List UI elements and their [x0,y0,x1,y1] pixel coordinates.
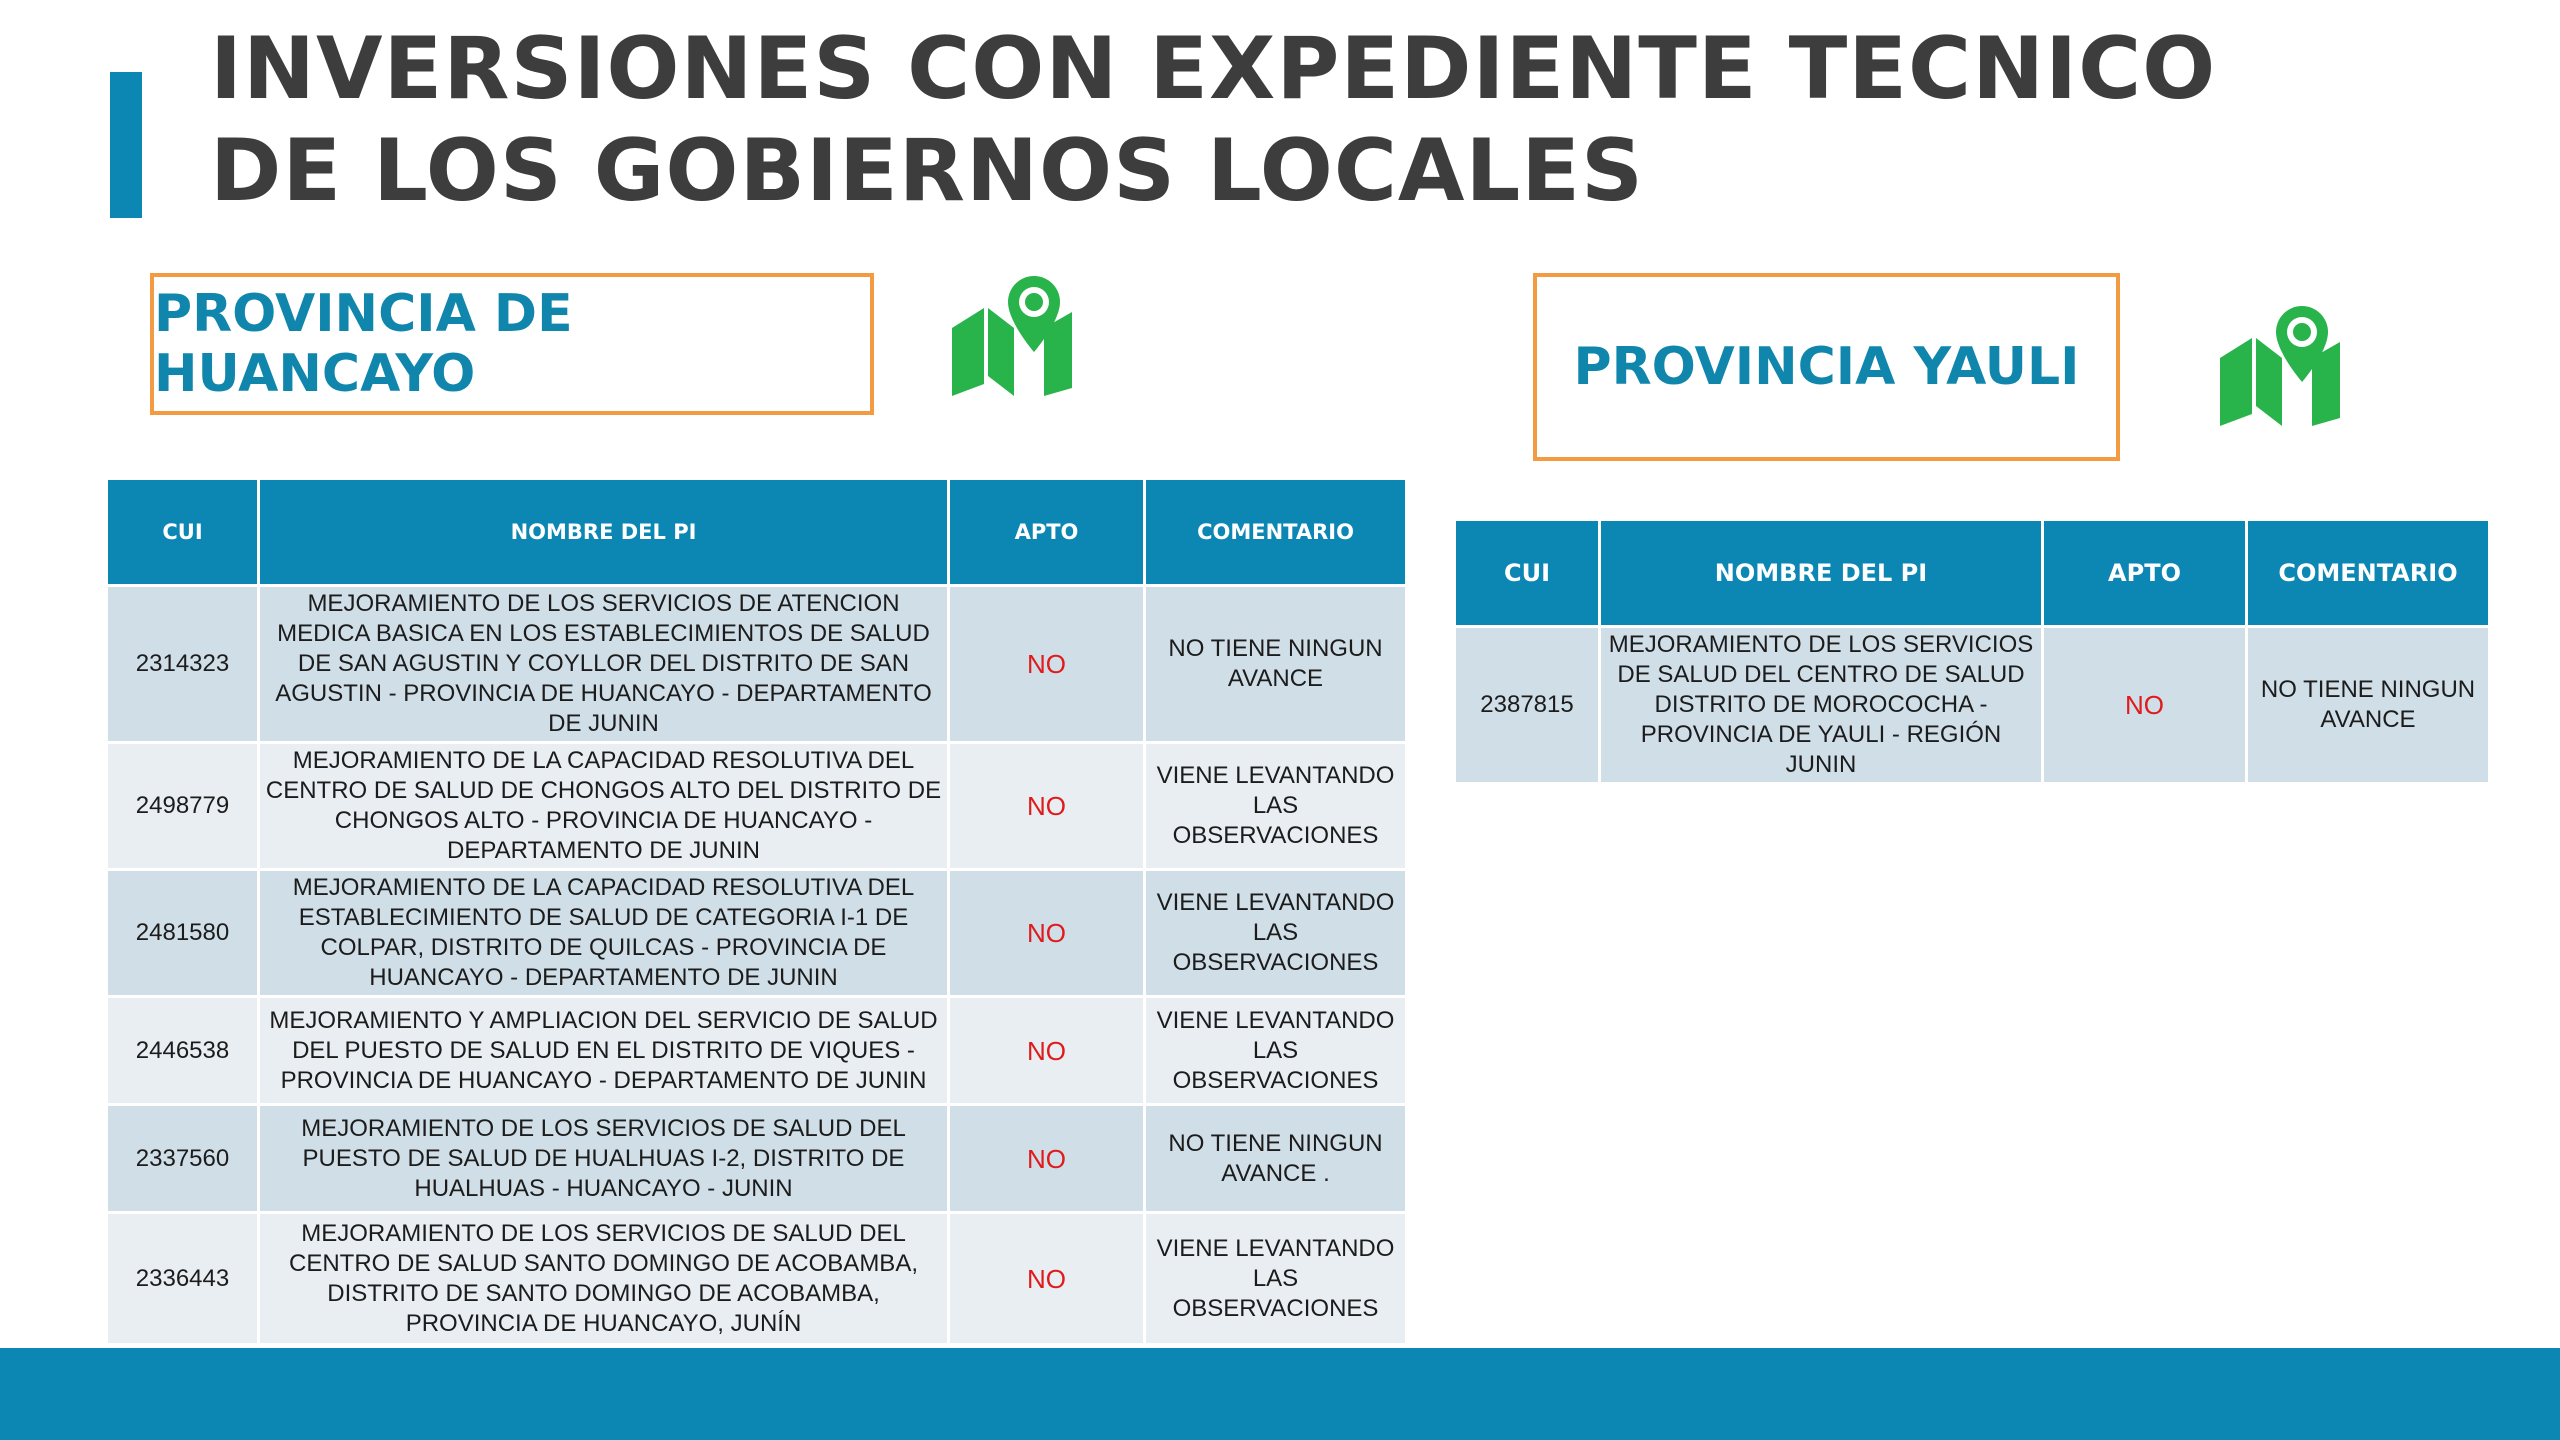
yauli-table [1453,518,2491,785]
cell-comentario: VIENE LEVANTANDO LAS OBSERVACIONES [1145,870,1407,997]
cell-nombre: MEJORAMIENTO DE LA CAPACIDAD RESOLUTIVA DEL CENTRO DE SALUD DE CHONGOS ALTO DEL DISTRITO DE CHONGOS ALTO - PROVINCIA DE HUANCAYO - DEPARTAMENTO DE JUNIN [259,743,949,870]
cell-apto: NO [949,1105,1145,1213]
cell-comentario: NO TIENE NINGUN AVANCE [2247,627,2490,784]
cell-apto: NO [949,1213,1145,1345]
cell-cui: 2314323 [107,586,259,743]
map-pin-icon [950,272,1074,398]
map-pin-icon [2218,302,2342,428]
cell-nombre: MEJORAMIENTO DE LOS SERVICIOS DE SALUD DEL CENTRO DE SALUD DISTRITO DE MOROCOCHA - PROVINCIA DE YAULI - REGIÓN JUNIN [1600,627,2043,784]
cell-comentario: VIENE LEVANTANDO LAS OBSERVACIONES [1145,997,1407,1105]
column-header-nombre: NOMBRE DEL PI [1600,520,2043,627]
cell-comentario: VIENE LEVANTANDO LAS OBSERVACIONES [1145,743,1407,870]
cell-cui: 2336443 [107,1213,259,1345]
column-header-apto: APTO [949,479,1145,586]
table-row [107,870,1407,997]
province-yauli-label: PROVINCIA YAULI [1533,273,2120,461]
cell-nombre: MEJORAMIENTO DE LA CAPACIDAD RESOLUTIVA DEL ESTABLECIMIENTO DE SALUD DE CATEGORIA I-1 DE COLPAR, DISTRITO DE QUILCAS - PROVINCIA DE HUANCAYO - DEPARTAMENTO DE JUNIN [259,870,949,997]
table-row [107,743,1407,870]
column-header-cui: CUI [107,479,259,586]
column-header-cui: CUI [1455,520,1600,627]
cell-apto: NO [949,870,1145,997]
cell-cui: 2481580 [107,870,259,997]
column-header-comentario: COMENTARIO [1145,479,1407,586]
province-huancayo-label: PROVINCIA DE HUANCAYO [150,273,874,415]
huancayo-table [105,477,1408,1346]
cell-comentario: VIENE LEVANTANDO LAS OBSERVACIONES [1145,1213,1407,1345]
table-header-row [107,479,1407,586]
cell-nombre: MEJORAMIENTO DE LOS SERVICIOS DE ATENCION MEDICA BASICA EN LOS ESTABLECIMIENTOS DE SALUD DE SAN AGUSTIN Y COYLLOR DEL DISTRITO DE SAN AGUSTIN - PROVINCIA DE HUANCAYO - DEPARTAMENTO DE JUNIN [259,586,949,743]
cell-nombre: MEJORAMIENTO Y AMPLIACION DEL SERVICIO DE SALUD DEL PUESTO DE SALUD EN EL DISTRITO DE VIQUES - PROVINCIA DE HUANCAYO - DEPARTAMENTO DE JUNIN [259,997,949,1105]
table-header-row [1455,520,2490,627]
cell-apto: NO [2043,627,2247,784]
page-title: INVERSIONES CON EXPEDIENTE TECNICO DE LOS GOBIERNOS LOCALES [210,19,2217,221]
cell-apto: NO [949,743,1145,870]
table-row [1455,627,2490,784]
cell-apto: NO [949,586,1145,743]
column-header-nombre: NOMBRE DEL PI [259,479,949,586]
column-header-apto: APTO [2043,520,2247,627]
title-accent-bar [110,72,142,218]
table-row [107,1105,1407,1213]
cell-cui: 2498779 [107,743,259,870]
cell-cui: 2446538 [107,997,259,1105]
table-row [107,997,1407,1105]
cell-nombre: MEJORAMIENTO DE LOS SERVICIOS DE SALUD DEL CENTRO DE SALUD SANTO DOMINGO DE ACOBAMBA, DISTRITO DE SANTO DOMINGO DE ACOBAMBA, PROVINCIA DE HUANCAYO, JUNÍN [259,1213,949,1345]
cell-comentario: NO TIENE NINGUN AVANCE [1145,586,1407,743]
table-row [107,586,1407,743]
cell-cui: 2387815 [1455,627,1600,784]
cell-apto: NO [949,997,1145,1105]
cell-cui: 2337560 [107,1105,259,1213]
column-header-comentario: COMENTARIO [2247,520,2490,627]
cell-nombre: MEJORAMIENTO DE LOS SERVICIOS DE SALUD DEL PUESTO DE SALUD DE HUALHUAS I-2, DISTRITO DE HUALHUAS - HUANCAYO - JUNIN [259,1105,949,1213]
footer-band [0,1348,2560,1440]
table-row [107,1213,1407,1345]
cell-comentario: NO TIENE NINGUN AVANCE . [1145,1105,1407,1213]
